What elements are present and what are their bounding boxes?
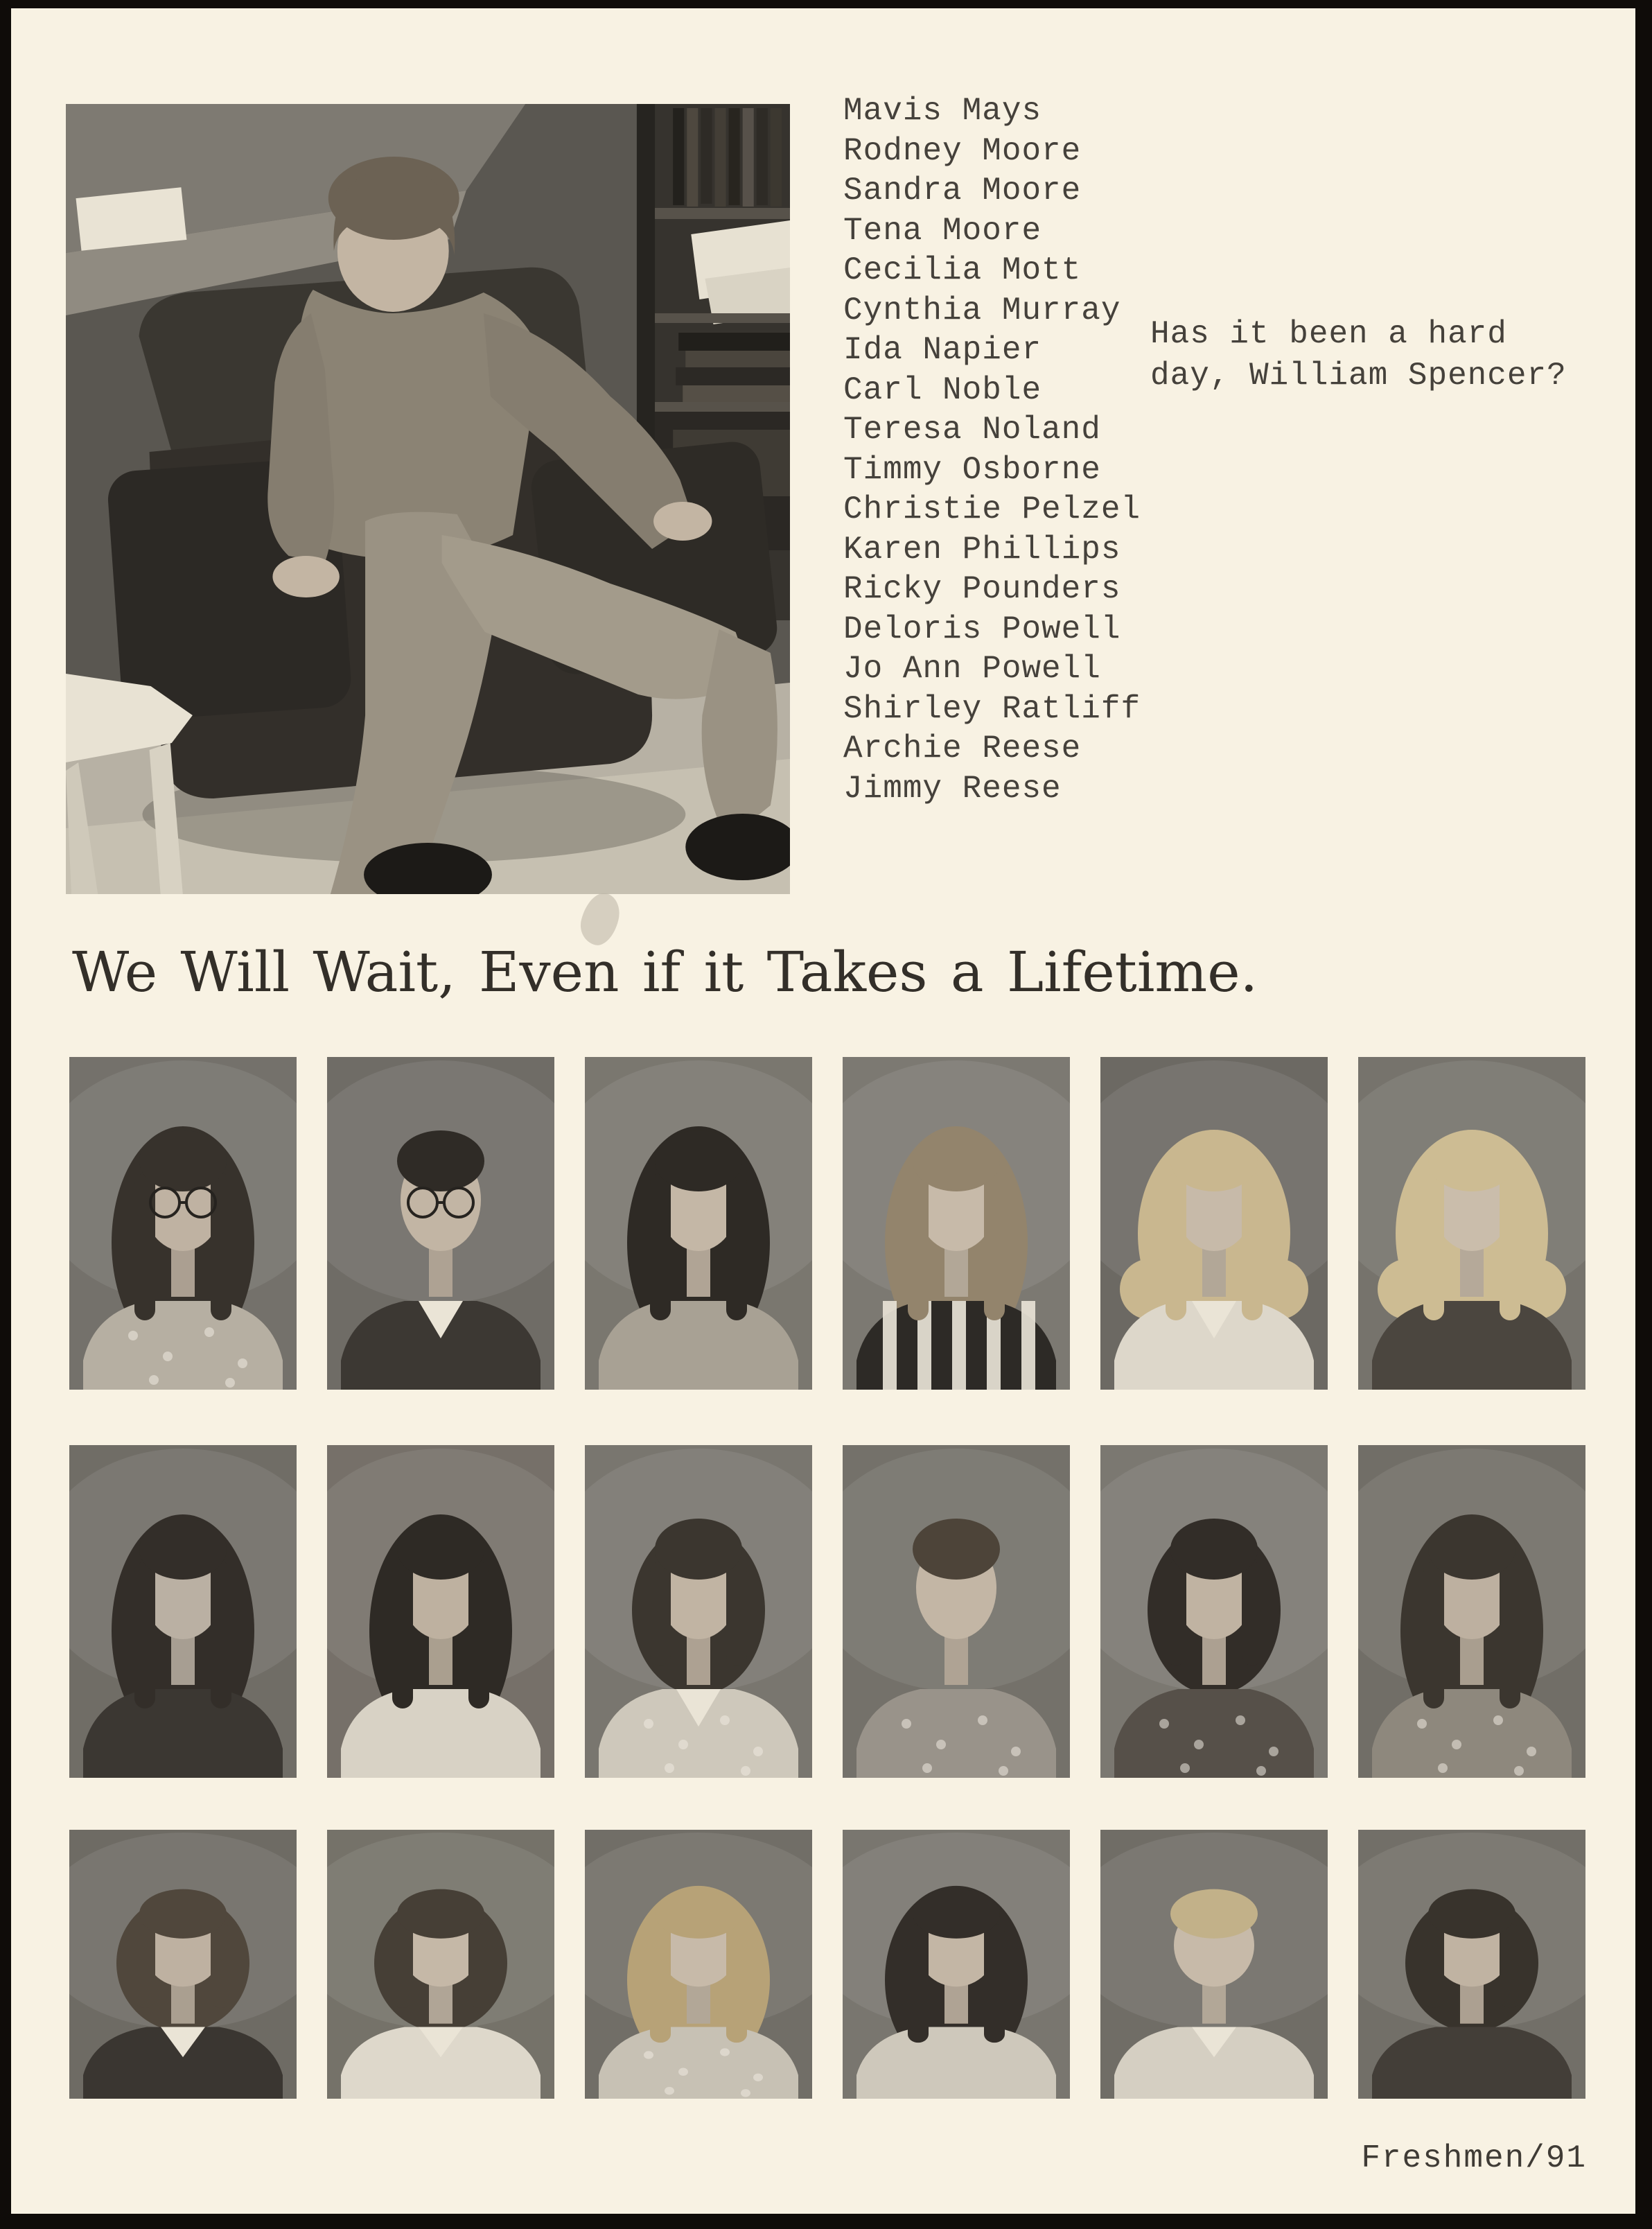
photo-caption-line1: Has it been a hard [1150,316,1507,352]
portrait-photo [1100,1445,1328,1778]
portrait-photo [843,1830,1070,2099]
photo-caption [1150,313,1594,396]
roster-name: Ida Napier [843,332,1042,368]
scan-border-top [0,0,1652,8]
roster-name: Carl Noble [843,372,1042,408]
roster-name: Ricky Pounders [843,571,1121,607]
portrait-photo [327,1830,554,2099]
scan-border-bottom [0,2214,1652,2229]
portrait-photo [327,1057,554,1390]
roster-name: Karen Phillips [843,531,1121,568]
page-number: Freshmen/91 [1361,2140,1587,2176]
roster-list [843,91,1273,809]
section-headline: We Will Wait, Even if it Takes a Lifetime. [72,940,1258,1004]
portrait-photo [843,1445,1070,1778]
feature-photo [66,104,790,894]
portrait-photo [1358,1445,1585,1778]
roster-name: Rodney Moore [843,132,1082,169]
portrait-photo [69,1057,297,1390]
portrait-photo [585,1445,812,1778]
portrait-photo [843,1057,1070,1390]
portrait-photo [585,1057,812,1390]
roster-name: Mavis Mays [843,93,1042,129]
roster-name: Tena Moore [843,212,1042,249]
portrait-photo [327,1445,554,1778]
roster-name: Christie Pelzel [843,491,1141,527]
photo-caption-line2: day, William Spencer? [1150,358,1567,394]
portrait-photo [1358,1057,1585,1390]
portrait-photo [1100,1057,1328,1390]
feature-photo-art [66,104,790,894]
portrait-photo [1100,1830,1328,2099]
roster-name: Teresa Noland [843,412,1101,448]
roster-name: Timmy Osborne [843,451,1101,488]
roster-name: Jimmy Reese [843,770,1062,807]
roster-name: Sandra Moore [843,173,1082,209]
roster-name: Shirley Ratliff [843,690,1141,727]
scan-border-left [0,0,11,2229]
roster-name: Deloris Powell [843,611,1121,647]
roster-name: Cynthia Murray [843,292,1121,329]
scan-border-right [1635,0,1652,2229]
portrait-photo [1358,1830,1585,2099]
portrait-photo [69,1830,297,2099]
roster-name: Cecilia Mott [843,252,1082,288]
roster-name: Archie Reese [843,731,1082,767]
portrait-photo [69,1445,297,1778]
roster-name: Jo Ann Powell [843,651,1101,687]
portrait-photo [585,1830,812,2099]
